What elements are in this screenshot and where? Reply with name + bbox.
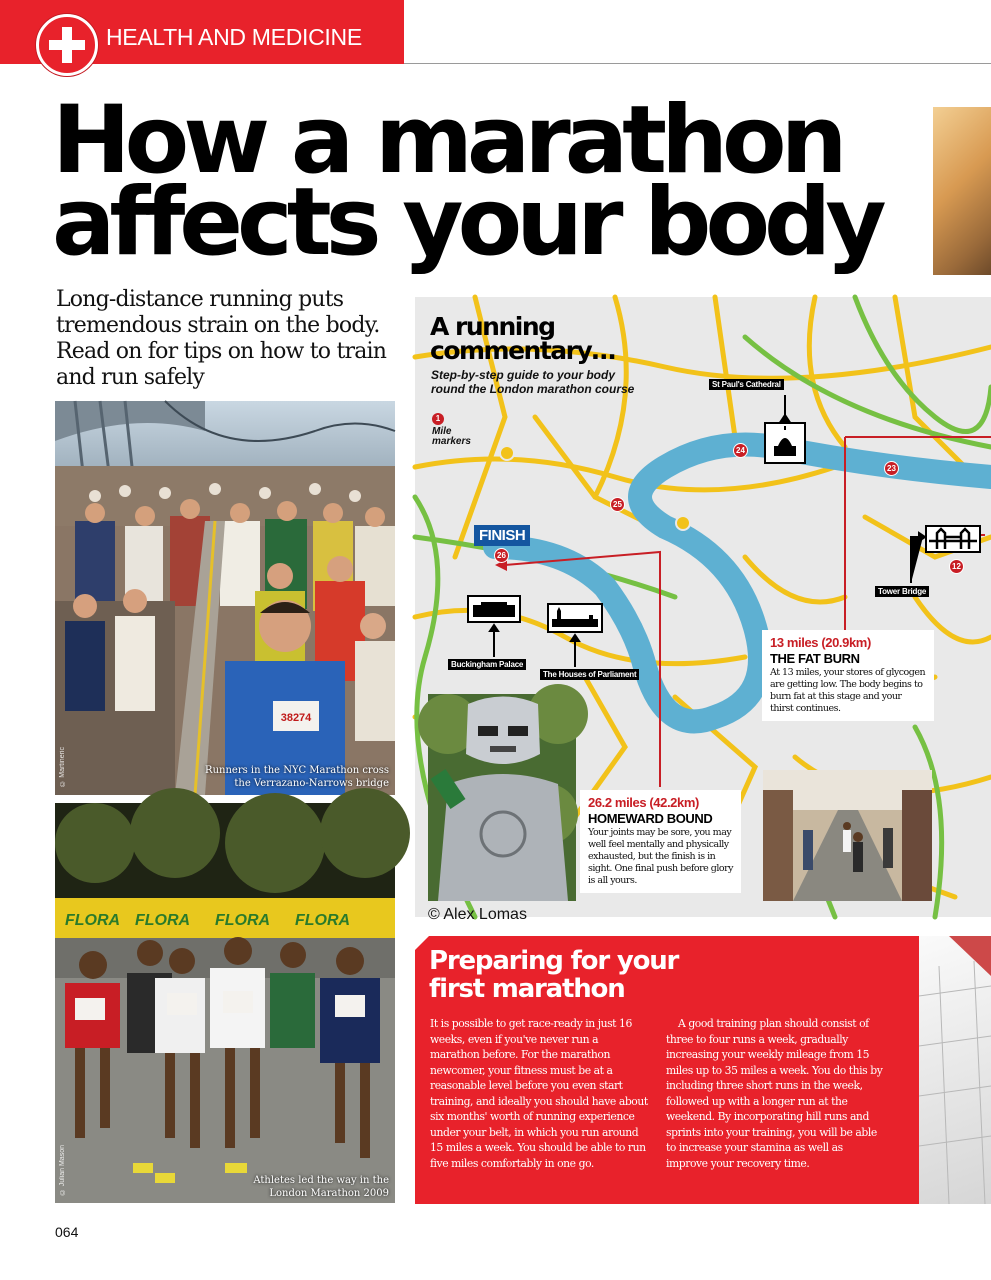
mile-marker-24: 24 [733, 443, 748, 458]
runner-closeup-photo [933, 107, 991, 275]
standfirst: Long-distance running puts tremendous strain on the body. Read on for tips on how to train and run safely [56, 287, 387, 390]
london-marathon-photo [55, 803, 395, 1203]
mile-marker-23: 23 [884, 461, 899, 476]
preparing-title: Preparing for your first marathon [429, 946, 679, 1004]
london-photo-caption: Athletes led the way in the London Marathon 2009 [253, 1175, 389, 1199]
mile-marker-legend-label: Mile markers [432, 426, 471, 447]
fat-burn-text: At 13 miles, your stores of glycogen are getting low. The body begins to burn fat at this stage and your thirst continues. [770, 667, 926, 714]
street-runners-photo [763, 770, 932, 901]
preparing-panel [415, 936, 919, 1204]
nyc-crowd-illustration [55, 401, 395, 795]
nyc-photo-credit: © Martineric [59, 747, 66, 787]
buckingham-palace-label: Buckingham Palace [448, 659, 526, 670]
svg-text:38274: 38274 [280, 712, 312, 724]
homeward-bound-text: Your joints may be sore, you may well feel mentally and physically exhausted, but the finish is in sight. One final push before glory is all yours. [588, 827, 733, 886]
fat-burn-distance: 13 miles (20.9km) [770, 635, 871, 650]
mile-marker-legend-icon: 1 [432, 413, 444, 425]
training-plan-photo [919, 936, 991, 1204]
mile-marker-25: 25 [610, 497, 625, 512]
london-runners-illustration [55, 803, 395, 1203]
tower-bridge-label: Tower Bridge [875, 586, 929, 597]
parliament-label: The Houses of Parliament [540, 669, 639, 680]
svg-text:FLORA: FLORA [215, 912, 271, 929]
preparing-column-2: A good training plan should consist of three to four runs a week, gradually increasing your weekly mileage from 15 miles up to 35 miles a week. You do this by including three short runs in the week, followed up with a longer run at the weekend. By incorporating hill runs and sprints into your training, you will be able to increase your stamina as well as improve your recovery time. [666, 1017, 883, 1170]
london-photo-credit: © Julian Mason [59, 1144, 66, 1195]
section-rule [404, 63, 991, 64]
svg-text:FLORA: FLORA [295, 912, 351, 929]
homeward-bound-distance: 26.2 miles (42.2km) [588, 795, 699, 810]
map-title: A running commentary… [430, 312, 615, 365]
svg-text:FLORA: FLORA [135, 912, 191, 929]
parliament-icon [547, 603, 603, 633]
page-number: 064 [55, 1224, 79, 1240]
buckingham-palace-icon [467, 595, 521, 623]
map-subtitle: Step-by-step guide to your body round the London marathon course [431, 368, 635, 396]
cyberman-runner-photo [428, 694, 576, 923]
finish-label: FINISH [474, 525, 530, 546]
nyc-marathon-photo [55, 401, 395, 795]
section-label: HEALTH AND MEDICINE [106, 24, 362, 50]
st-pauls-label: St Paul's Cathedral [709, 379, 784, 390]
page-title [52, 86, 881, 277]
page-title-line-1: How a marathon [52, 86, 842, 195]
medical-cross-icon [36, 14, 98, 76]
homeward-bound-heading: HOMEWARD BOUND [588, 811, 713, 826]
mile-marker-26: 26 [494, 548, 509, 563]
fat-burn-heading: THE FAT BURN [770, 651, 860, 666]
mile-marker-12: 12 [949, 559, 964, 574]
cyberman-photo-credit: © Alex Lomas [428, 906, 527, 923]
preparing-column-1: It is possible to get race-ready in just 16 weeks, even if you've never run a marathon before. For the marathon newcomer, your fitness must be at a reasonable level before you even start training, and ideally you should have about six months' worth of running experience under your belt, in which you run around 15 miles a week. You should be able to run five miles comfortably in one go. [430, 1017, 648, 1170]
svg-text:FLORA: FLORA [65, 912, 121, 929]
nyc-photo-caption: Runners in the NYC Marathon cross the Verrazano-Narrows bridge [205, 765, 389, 789]
tower-bridge-icon [925, 525, 981, 553]
homeward-bound-info-box [580, 790, 741, 893]
st-pauls-icon [764, 422, 806, 464]
fat-burn-info-box [762, 630, 934, 721]
page-title-line-2: affects your body [52, 168, 881, 277]
london-route-map [415, 297, 991, 923]
